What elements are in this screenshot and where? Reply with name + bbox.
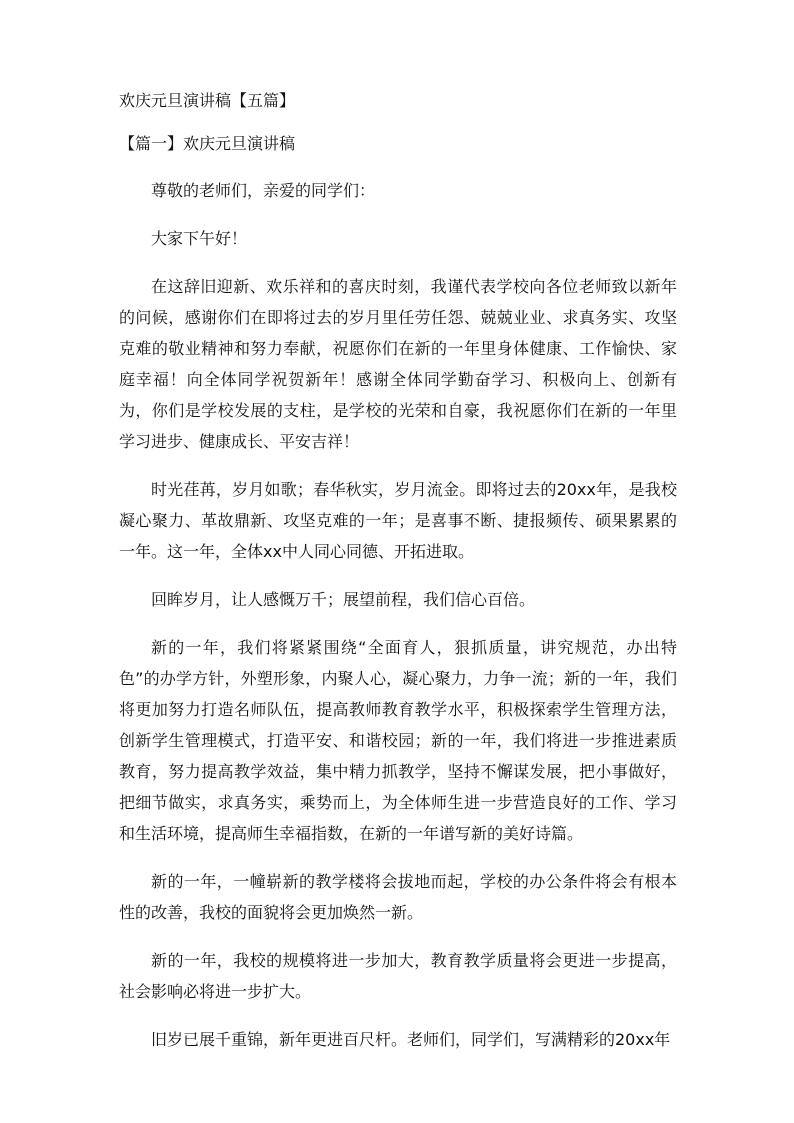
paragraph-greeting: 大家下午好！ bbox=[151, 229, 248, 248]
document-body bbox=[119, 89, 677, 1055]
paragraph-plans: 新的一年，我们将紧紧围绕“全面育人，狠抓质量，讲究规范，办出特色”的办学方针，外塑形象，内聚人心，凝心聚力，力争一流；新的一年，我们将更加努力打造名师队伍，提高教师教育教学水平，积极探索学生管理方法，创新学生管理模式，打造平安、和谐校园；新的一年，我们将进一步推进素质教育，努力提高教学效益，集中精力抓教学，坚持不懈谋发展，把小事做好，把细节做实，求真务实，乘势而上，为全体师生进一步营造良好的工作、学习和生活环境，提高师生幸福指数，在新的一年谱写新的美好诗篇。 bbox=[119, 638, 677, 843]
paragraph-year-review: 时光荏苒，岁月如歌；春华秋实，岁月流金。即将过去的20xx年，是我校凝心聚力、革故鼎新、攻坚克难的一年；是喜事不断、捷报频传、硕果累累的一年。这一年，全体xx中人同心同德、开拓进取。 bbox=[119, 480, 677, 561]
paragraph-scale: 新的一年，我校的规模将进一步加大，教育教学质量将会更进一步提高，社会影响必将进一步扩大。 bbox=[119, 951, 677, 1001]
paragraph-outlook: 回眸岁月，让人感慨万千；展望前程，我们信心百倍。 bbox=[151, 590, 536, 609]
paragraph-closing: 旧岁已展千重锦，新年更进百尺杆。老师们，同学们，写满精彩的20xx年 bbox=[151, 1030, 671, 1049]
section-title: 【篇一】欢庆元旦演讲稿 bbox=[119, 134, 296, 153]
paragraph-building: 新的一年，一幢崭新的教学楼将会拔地而起，学校的办公条件将会有根本性的改善，我校的面貌将会更加焕然一新。 bbox=[119, 872, 677, 922]
document-title: 欢庆元旦演讲稿【五篇】 bbox=[119, 91, 296, 110]
paragraph-salutation: 尊敬的老师们，亲爱的同学们： bbox=[151, 181, 376, 200]
paragraph-thanks: 在这辞旧迎新、欢乐祥和的喜庆时刻，我谨代表学校向各位老师致以新年的问候，感谢你们在即将过去的岁月里任劳任怨、兢兢业业、求真务实、攻坚克难的敬业精神和努力奉献，祝愿你们在新的一年里身体健康、工作愉快、家庭幸福！向全体同学祝贺新年！感谢全体同学勤奋学习、积极向上、创新有为，你们是学校发展的支柱，是学校的光荣和自豪，我祝愿你们在新的一年里学习进步、健康成长、平安吉祥！ bbox=[119, 277, 677, 451]
